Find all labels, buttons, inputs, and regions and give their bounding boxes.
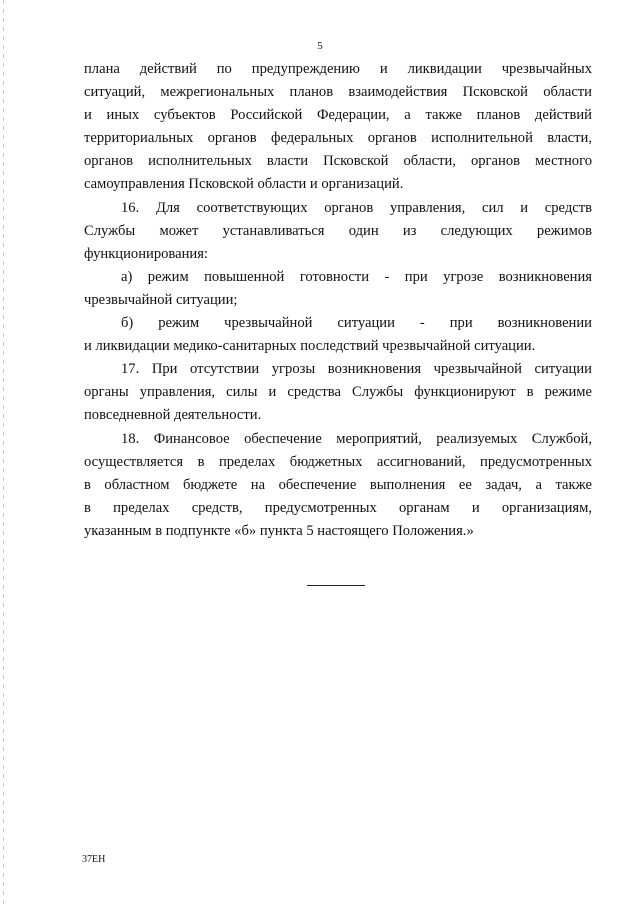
paragraph-18: [84, 428, 592, 543]
text-line: б) режим чрезвычайной ситуации - при возникновении: [121, 315, 592, 332]
text-line: 18. Финансовое обеспечение мероприятий, реализуемых Службой,: [121, 430, 592, 447]
scan-edge-line: [3, 0, 4, 905]
text-line: и ликвидации медико-санитарных последствий чрезвычайной ситуации.: [84, 338, 536, 355]
text-line: органов исполнительных власти Псковской области, органов местного: [84, 153, 592, 170]
text-line: указанным в подпункте «б» пункта 5 настоящего Положения.»: [84, 522, 474, 539]
text-line: чрезвычайной ситуации;: [84, 291, 238, 308]
text-line: в пределах средств, предусмотренных органам и организациям,: [84, 499, 592, 516]
text-line: и иных субъектов Российской Федерации, а также планов действий: [84, 107, 592, 124]
text-line: 17. При отсутствии угрозы возникновения чрезвычайной ситуации: [121, 361, 592, 378]
text-line: ситуаций, межрегиональных планов взаимодействия Псковской области: [84, 84, 592, 101]
text-line: органы управления, силы и средства Службы функционируют в режиме: [84, 384, 592, 401]
text-line: функционирования:: [84, 245, 208, 262]
text-line: в областном бюджете на обеспечение выполнения ее задач, а также: [84, 476, 592, 493]
text-line: 16. Для соответствующих органов управления, сил и средств: [121, 199, 592, 216]
list-item-a: [84, 266, 592, 312]
document-code: 37ЕН: [82, 854, 106, 865]
text-line: повседневной деятельности.: [84, 407, 262, 424]
end-divider-line: [307, 585, 365, 586]
text-line: а) режим повышенной готовности - при угрозе возникновения: [121, 268, 592, 285]
page-number: 5: [317, 40, 323, 52]
document-body: [84, 58, 592, 543]
text-line: территориальных органов федеральных органов исполнительной власти,: [84, 130, 592, 147]
list-item-b: [84, 312, 592, 358]
paragraph-16: [84, 197, 592, 266]
paragraph-17: [84, 358, 592, 427]
text-line: самоуправления Псковской области и организаций.: [84, 176, 404, 193]
text-line: Службы может устанавливаться один из следующих режимов: [84, 222, 592, 239]
text-line: осуществляется в пределах бюджетных ассигнований, предусмотренных: [84, 453, 592, 470]
text-line: плана действий по предупреждению и ликвидации чрезвычайных: [84, 61, 592, 77]
paragraph-continuation: [84, 58, 592, 197]
